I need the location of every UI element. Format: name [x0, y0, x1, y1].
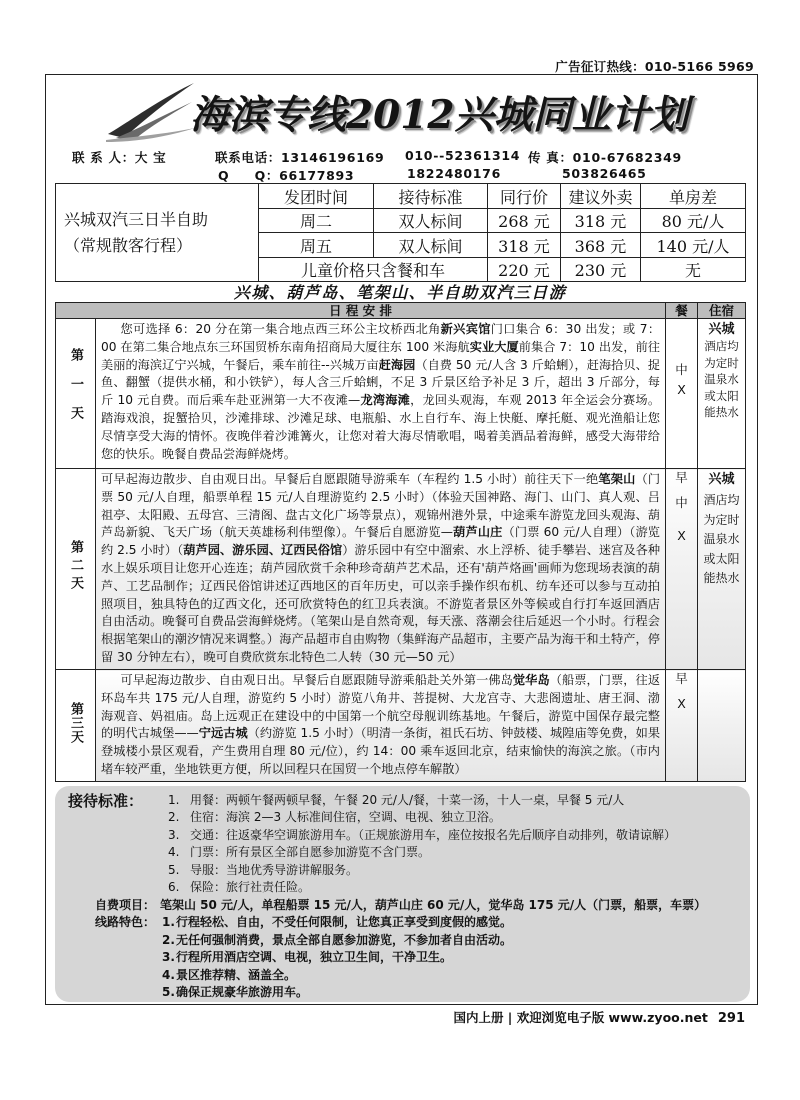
lodging-header: 住宿 — [698, 303, 746, 319]
day-label: 第三天 — [68, 702, 83, 745]
standard-item — [55, 827, 750, 845]
day-description — [96, 670, 666, 782]
child-price-label: 儿童价格只含餐和车 — [259, 258, 488, 282]
day-description — [96, 319, 666, 469]
footer-text: 国内上册 | 欢迎浏览电子版 www.zyoo.net — [453, 1010, 708, 1025]
price-table — [55, 183, 746, 282]
lodging-note: 酒店均为定时温泉水或太阳能热水 — [704, 339, 739, 419]
day-meals — [666, 469, 698, 670]
highlight-text: 新兴宾馆 — [440, 322, 491, 336]
optional-expenses-label: 自费项目： — [95, 897, 156, 912]
contact-qq-2: 1822480176 — [407, 166, 501, 181]
contact-qq-label: Q Q： — [218, 168, 280, 183]
contact-phone-label: 联系电话： — [215, 150, 282, 165]
text-segment: （门票 60 元/人自理）（游览约 2.5 小时）（ — [101, 525, 660, 558]
optional-expenses — [55, 897, 750, 915]
highlight-text: 葫芦山庄 — [452, 525, 503, 540]
text-segment: 可早起海边散步、自由观日出。早餐后自愿跟随导游乘车（车程约 1.5 小时）前往天下一绝 — [101, 472, 599, 486]
price-day: 周五 — [259, 233, 374, 258]
price-single: 140 元/人 — [641, 233, 746, 258]
highlight-text: 实业大厦 — [469, 339, 519, 354]
standard-text: 住宿：海滨 2—3 人标准间住宿，空调、电视、独立卫浴。 — [190, 810, 501, 825]
contact-qq — [218, 166, 354, 184]
day-row — [56, 469, 746, 670]
highlight-text: 龙湾海滩 — [360, 393, 411, 408]
day-label-cell — [56, 469, 96, 670]
route-feature — [55, 914, 750, 932]
day-label: 第二天 — [68, 540, 83, 594]
meal-item: 早 — [675, 671, 688, 686]
route-feature — [55, 932, 750, 950]
day-description — [96, 469, 666, 670]
schedule-header: 日 程 安 排 — [56, 303, 666, 319]
day-row — [56, 670, 746, 782]
contact-phone — [215, 148, 384, 166]
meal-item: 早 — [675, 470, 688, 485]
text-segment: 可早起海边散步、自由观日出。早餐后自愿跟随导游乘船赴关外第一佛岛 — [120, 673, 513, 687]
standard-number: 6. — [168, 880, 180, 895]
header-standard: 接待标准 — [374, 184, 488, 209]
header-departure: 发团时间 — [259, 184, 374, 209]
feature-number: 4. — [162, 967, 175, 982]
header-retail-price: 建议外卖 — [561, 184, 641, 209]
text-segment: 您可选择 6：20 分在第一集合地点西三环公主坟桥西北角 — [120, 322, 441, 336]
highlight-text: 葫芦园、游乐园、辽西民俗馆 — [183, 543, 343, 558]
lodging-city: 兴城 — [708, 322, 735, 337]
highlight-text: 笔架山 — [598, 472, 636, 486]
route-cell — [56, 184, 259, 282]
day-label-cell — [56, 670, 96, 782]
price-header-row — [56, 184, 746, 209]
contact-fax-label: 传 真： — [528, 150, 573, 165]
feature-text: 行程轻松、自由，不受任何限制，让您真正享受到度假的感觉。 — [176, 915, 513, 930]
contact-fax-value: 010-67682349 — [572, 150, 682, 165]
child-price-retail: 230 元 — [561, 258, 641, 282]
text-segment: ，龙回头观海，车观 2013 年全运会分赛场。踏海戏浪，捉蟹拾贝，沙滩排球、沙滩足球、电瓶船、水上自行车、海上快艇、摩托艇、观光渔船让您尽情享受大海的情怀。夜晚伴着沙滩篝火，让您对着大海尽情歌唱，喝着美酒品着海鲜，感受大海带给您的快乐。晚餐自费品尝海鲜烧烤。 — [101, 393, 661, 461]
route-feature — [55, 967, 750, 985]
feature-number: 2. — [162, 932, 175, 947]
contact-person-label: 联 系 人： — [72, 150, 135, 165]
standard-item — [55, 809, 750, 827]
text-segment: ）游乐园中有空中溜索、水上浮桥、徒手攀岩、迷宫及各种水上娱乐项目让您开心连连；葫芦园欣赏千余种珍奇葫芦艺术品，还有'葫芦烙画'画师为您现场表演的葫芦、工艺品制作；辽西民俗馆讲述辽西地区的百年历史，可以亲手操作织布机、纺车还可以参与互动拍照项目，独具特色的辽西文化，还可欣赏特色的红卫兵表演。不游览者景区外等候或自行打车返回酒店自由活动。晚餐可自费品尝海鲜烧烤。（笔架山是自然奇观，每天涨、落潮会往后延迟一个小时。行程会根据笔架山的潮汐情况来调整。）海产品超市自由购物（集鲜海产品超市，主要产品为海干和土特产，停留 30 分钟左右），晚可自费欣赏东北特色二人转（30 元—50 元） — [101, 543, 661, 664]
route-note: （常规散客行程） — [64, 235, 193, 255]
text-segment: （船票，门票，往返环岛车共 175 元/人自理，游览约 5 小时）游览八角井、菩提树、大龙宫寺、大悲阁遗址、唐王洞、渤海观音、妈祖庙。岛上远观正在建设中的中国第一个航空母舰训练基地。午餐后，游览中国保存最完整的明代古城堡—— — [101, 673, 661, 741]
standard-text: 门票：所有景区全部自愿参加游览不含门票。 — [190, 845, 431, 860]
feature-number: 1. — [162, 915, 175, 930]
highlight-text: 赶海园 — [378, 357, 416, 372]
route-feature — [55, 984, 750, 1002]
standard-item — [55, 844, 750, 862]
day-lodging — [698, 469, 746, 670]
day-row — [56, 319, 746, 469]
meal-item: X — [677, 696, 686, 711]
contact-phone-2: 010--52361314 — [405, 148, 521, 163]
feature-text: 无任何强制消费，景点全部自愿参加游览，不参加者自由活动。 — [176, 932, 513, 947]
standard-number: 2. — [168, 810, 180, 825]
day-lodging-empty — [698, 670, 746, 782]
highlight-text: 觉华岛 — [512, 673, 550, 687]
meal-item: X — [677, 528, 686, 543]
standard-text: 交通：往返豪华空调旅游用车。（正规旅游用车，座位按报名先后顺序自动排列，敬请谅解） — [190, 827, 677, 842]
price-retail: 368 元 — [561, 233, 641, 258]
ad-hotline: 广告征订热线：010-5166 5969 — [555, 59, 754, 74]
standard-text: 保险：旅行社责任险。 — [190, 880, 311, 895]
route-name: 兴城双汽三日半自助 — [64, 209, 209, 229]
lodging-city: 兴城 — [708, 472, 735, 487]
standard-item — [55, 862, 750, 880]
standard-number: 4. — [168, 845, 180, 860]
highlight-text: 宁远古城 — [198, 726, 248, 741]
lodging-note: 酒店均为定时温泉水或太阳能热水 — [703, 493, 740, 585]
standards-label: 接待标准： — [68, 791, 144, 810]
standard-number: 5. — [168, 862, 180, 877]
standard-item — [55, 792, 750, 810]
standard-item — [55, 879, 750, 897]
price-peer: 268 元 — [488, 209, 561, 233]
standard-number: 1. — [168, 792, 180, 807]
optional-expenses-text: 笔架山 50 元/人，单程船票 15 元/人，葫芦山庄 60 元/人，觉华岛 175 元/人（门票，船票，车票） — [160, 897, 707, 912]
text-segment: 门口集合 6：30 出发；或 7：00 在第二集合地点东三环国贸桥东南角招商局大厦往东 100 米海航 — [101, 322, 661, 354]
meal-header: 餐 — [666, 303, 698, 319]
itinerary-subtitle: 兴城、葫芦岛、笔架山、半自助双汽三日游 — [233, 283, 567, 302]
child-price-peer: 220 元 — [488, 258, 561, 282]
day-lodging — [698, 319, 746, 469]
contact-phone-1: 13146196169 — [281, 150, 385, 165]
contact-qq-1: 66177893 — [279, 168, 355, 183]
meal-item: X — [677, 382, 686, 397]
text-segment: 前集合 7：10 出发，前往美丽的海滨辽宁兴城，午餐后，乘车前往--兴城万亩 — [101, 339, 660, 372]
route-feature — [55, 949, 750, 967]
child-price-single: 无 — [641, 258, 746, 282]
price-retail: 318 元 — [561, 209, 641, 233]
price-peer: 318 元 — [488, 233, 561, 258]
swoosh-logo-icon — [104, 80, 196, 142]
feature-number: 5. — [162, 985, 175, 1000]
itinerary-header-row — [56, 303, 746, 319]
price-single: 80 元/人 — [641, 209, 746, 233]
feature-text: 行程所用酒店空调、电视，独立卫生间，干净卫生。 — [176, 950, 453, 965]
header-peer-price: 同行价 — [488, 184, 561, 209]
page-footer — [453, 1008, 745, 1026]
contact-person — [72, 148, 166, 166]
price-standard: 双人标间 — [374, 233, 488, 258]
itinerary-table — [55, 302, 746, 782]
contact-person-value: 大 宝 — [134, 150, 167, 165]
standard-number: 3. — [168, 827, 180, 842]
meal-item: 中 — [675, 362, 688, 377]
standard-text: 用餐：两顿午餐两顿早餐，午餐 20 元/人/餐，十菜一汤，十人一桌，早餐 5 元/人 — [190, 792, 625, 807]
text-segment: （约游览 1.5 小时）（明清一条街，祖氏石坊、钟鼓楼、城隍庙等免费，如果登城楼小景区观看，产生费用自理 80 元/位），约 14：00 乘车返回北京，结束愉快的海滨之旅。（市内堵车较严重，坐地铁更方便，所以回程只在国贸一个地点停车解散） — [101, 726, 661, 776]
header-single-supplement: 单房差 — [641, 184, 746, 209]
feature-text: 确保正规豪华旅游用车。 — [176, 985, 309, 1000]
day-label: 第一天 — [68, 348, 83, 435]
day-meals — [666, 319, 698, 469]
meal-item: 中 — [675, 495, 688, 510]
main-content — [55, 302, 745, 1002]
day-meals — [666, 670, 698, 782]
route-features-label: 线路特色： — [95, 915, 156, 930]
day-label-cell — [56, 319, 96, 469]
contact-qq-3: 503826465 — [562, 166, 647, 181]
service-standards-box — [55, 786, 750, 1002]
page-number: 291 — [717, 1011, 745, 1026]
page-title: 海滨专线2012兴城同业计划 — [190, 92, 689, 138]
text-segment: （自费 50 元/人含 3 斤蛤蜊），赶海拾贝、捉鱼、翻蟹（提供水桶，和小铁铲），每人含三斤蛤蜊，不足 3 斤景区给予补足 3 斤，超出 3 斤部分，每斤 10 元自费。而后乘车赴亚洲第一大不夜滩— — [101, 357, 661, 408]
price-standard: 双人标间 — [374, 209, 488, 233]
contact-fax — [528, 148, 682, 166]
text-segment: （门票 50 元/人自理，船票单程 15 元/人自理游览约 2.5 小时）（体验天国神路、海门、山门、真人观、吕祖亭、太阳殿、五母宫、三清阁、盘古文化广场等景点），观锦州港外景，中途乘车游览龙回头观海、葫芦岛新貌、飞天广场（航天英雄杨利伟塑像）。午餐后自愿游览— — [101, 472, 661, 540]
feature-number: 3. — [162, 950, 175, 965]
price-day: 周二 — [259, 209, 374, 233]
standard-text: 导服：当地优秀导游讲解服务。 — [190, 862, 359, 877]
feature-text: 景区推荐精、涵盖全。 — [176, 967, 297, 982]
